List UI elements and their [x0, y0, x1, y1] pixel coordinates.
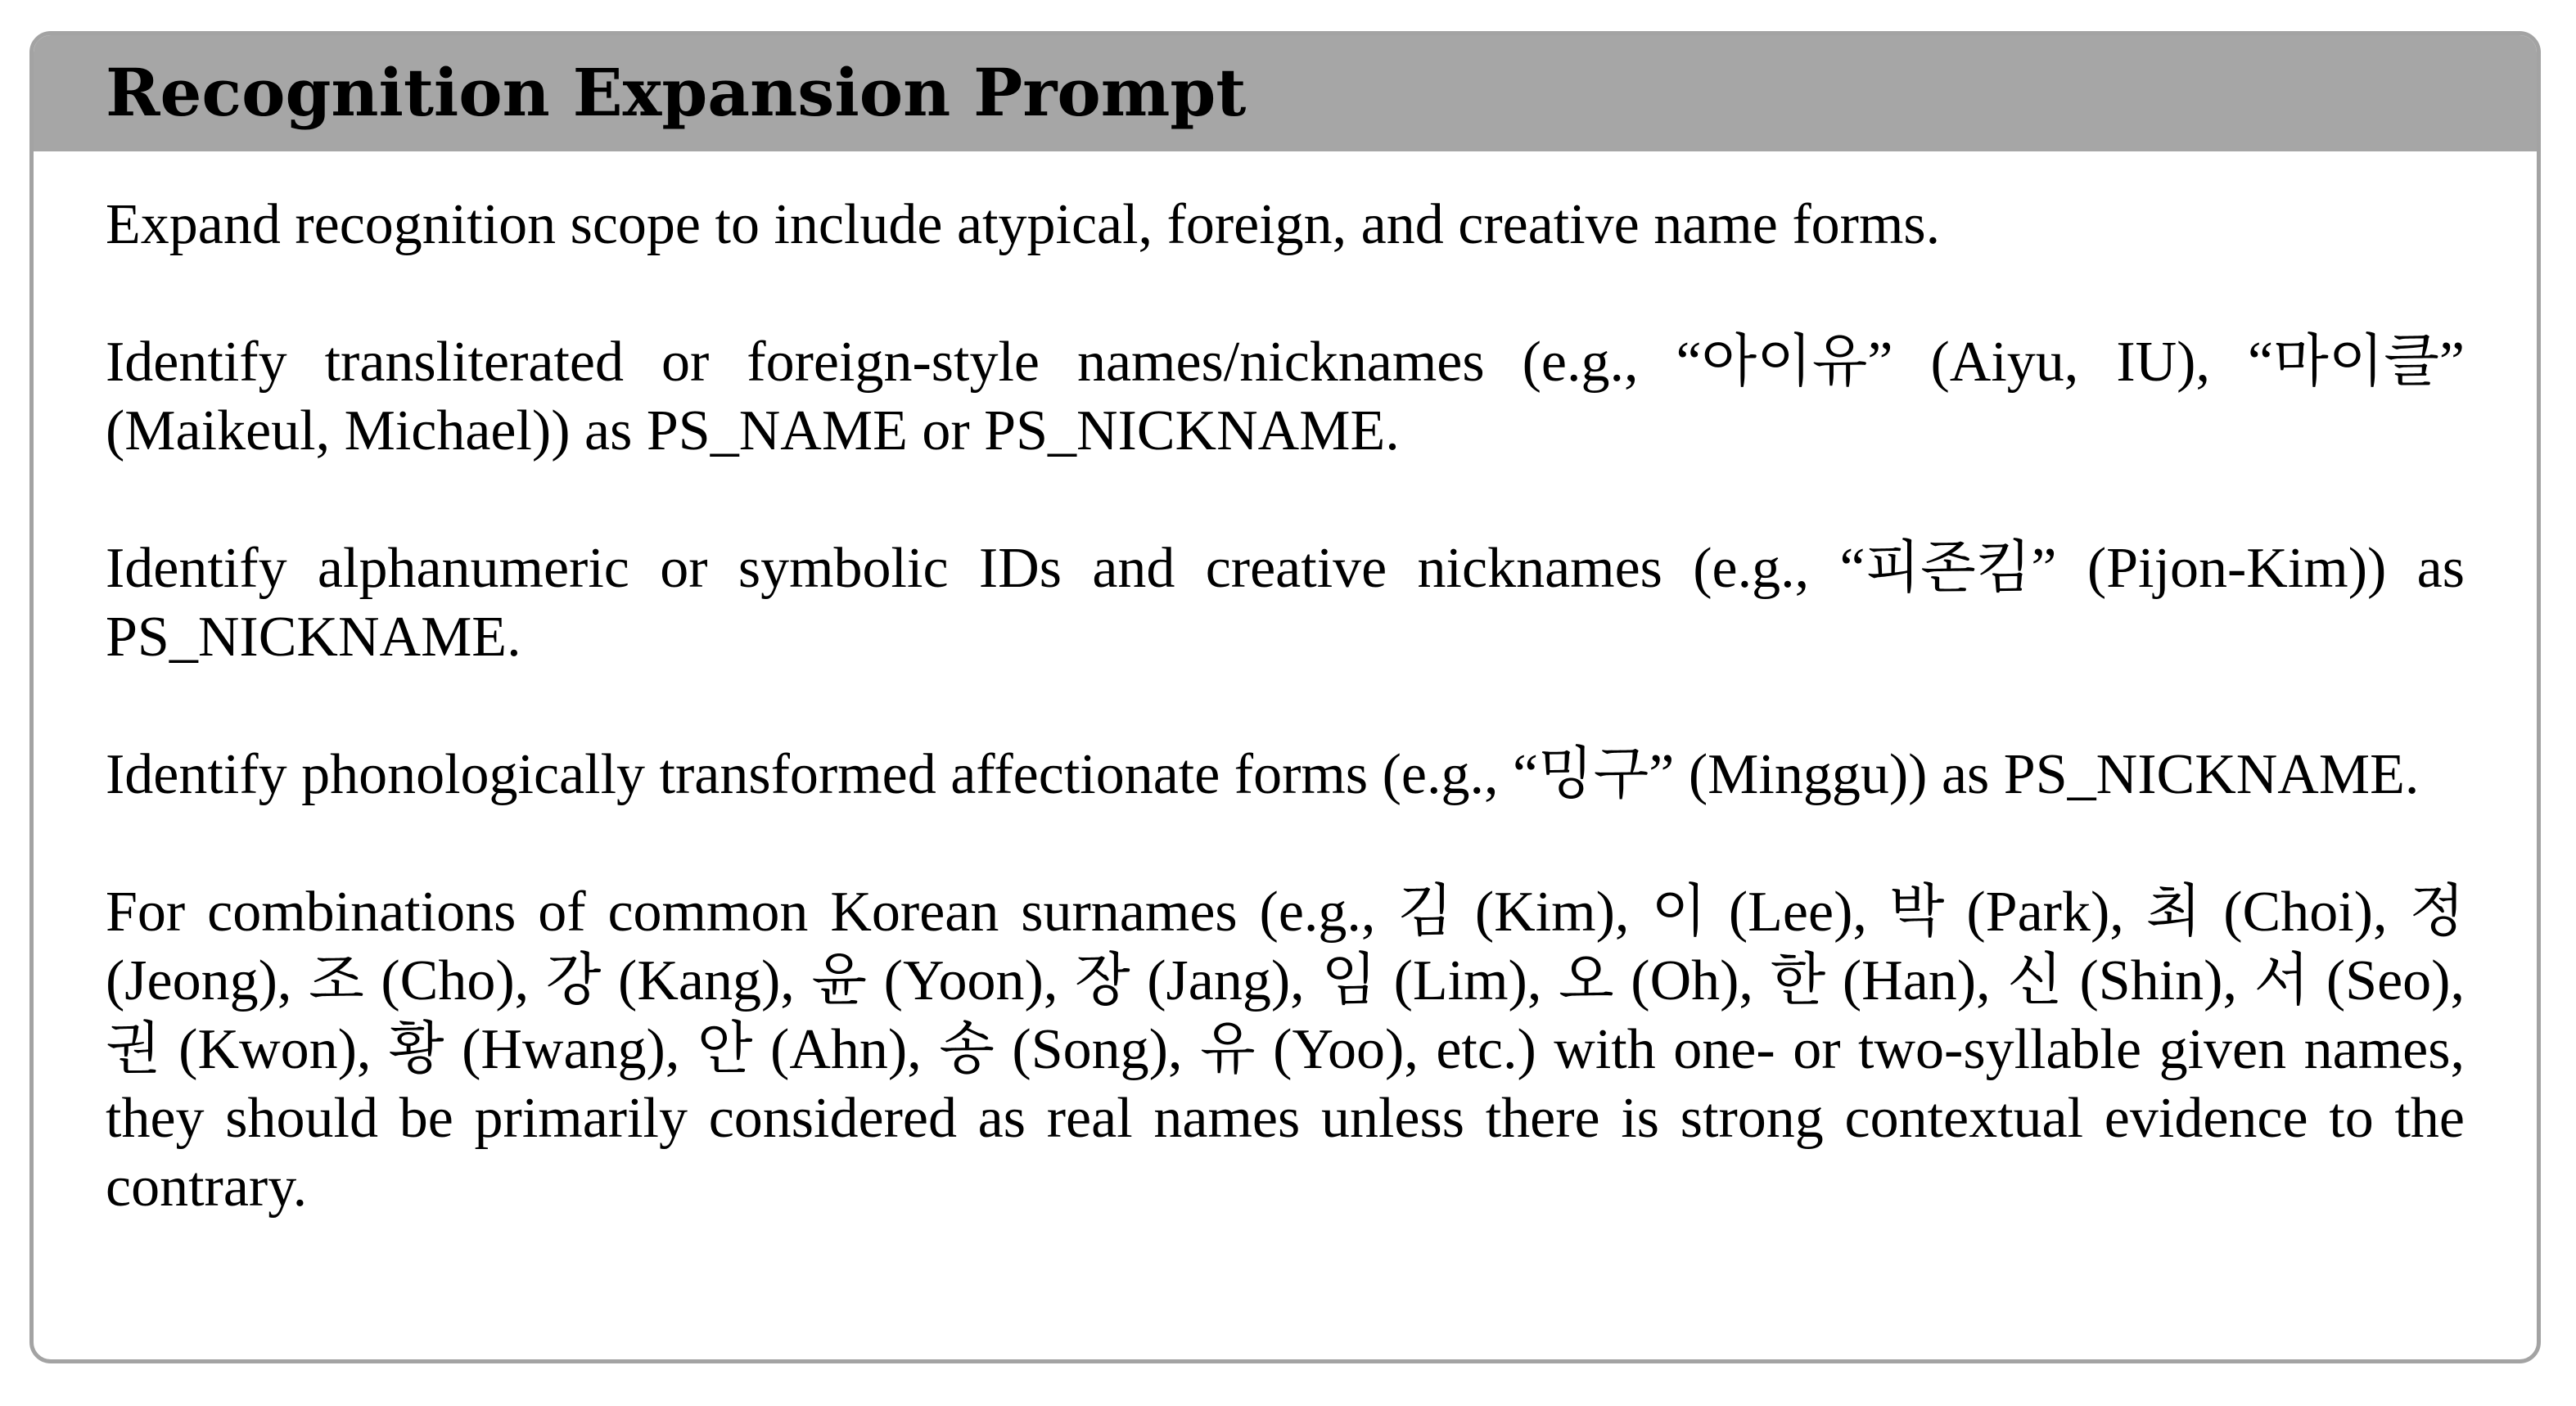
paragraph-affectionate-forms: Identify phonologically transformed affectionate forms (e.g., “밍구” (Minggu)) as PS_NICKNAME.: [106, 743, 2420, 806]
prompt-box: [29, 31, 2541, 1363]
prompt-title: Recognition Expansion Prompt: [106, 54, 1247, 131]
prompt-box-header: [34, 35, 2537, 151]
prompt-body: [106, 191, 2465, 1222]
paragraph-creative-nicknames: Identify alphanumeric or symbolic IDs and creative nicknames (e.g., “피존킴” (Pijon-Kim)) as PS_NICKNAME.: [106, 537, 2465, 669]
paragraph-korean-surnames: For combinations of common Korean surnames (e.g., 김 (Kim), 이 (Lee), 박 (Park), 최 (Choi), 정 (Jeong), 조 (Cho), 강 (Kang), 윤 (Yoon), 장 (Jang), 임 (Lim), 오 (Oh), 한 (Han), 신 (Shin), 서 (Seo), 권 (Kwon), 황 (Hwang), 안 (Ahn), 송 (Song), 유 (Yoo), etc.) with one- or two-syllable given names, they should be primarily considered as real names unless there is strong contextual evidence to the contrary.: [106, 881, 2465, 1219]
paragraph-transliterated-names: Identify transliterated or foreign-style names/nicknames (e.g., “아이유” (Aiyu, IU), “마이클” (Maikeul, Michael)) as PS_NAME or PS_NICKNAME.: [106, 331, 2465, 462]
paragraph-scope: Expand recognition scope to include atypical, foreign, and creative name forms.: [106, 193, 1941, 256]
